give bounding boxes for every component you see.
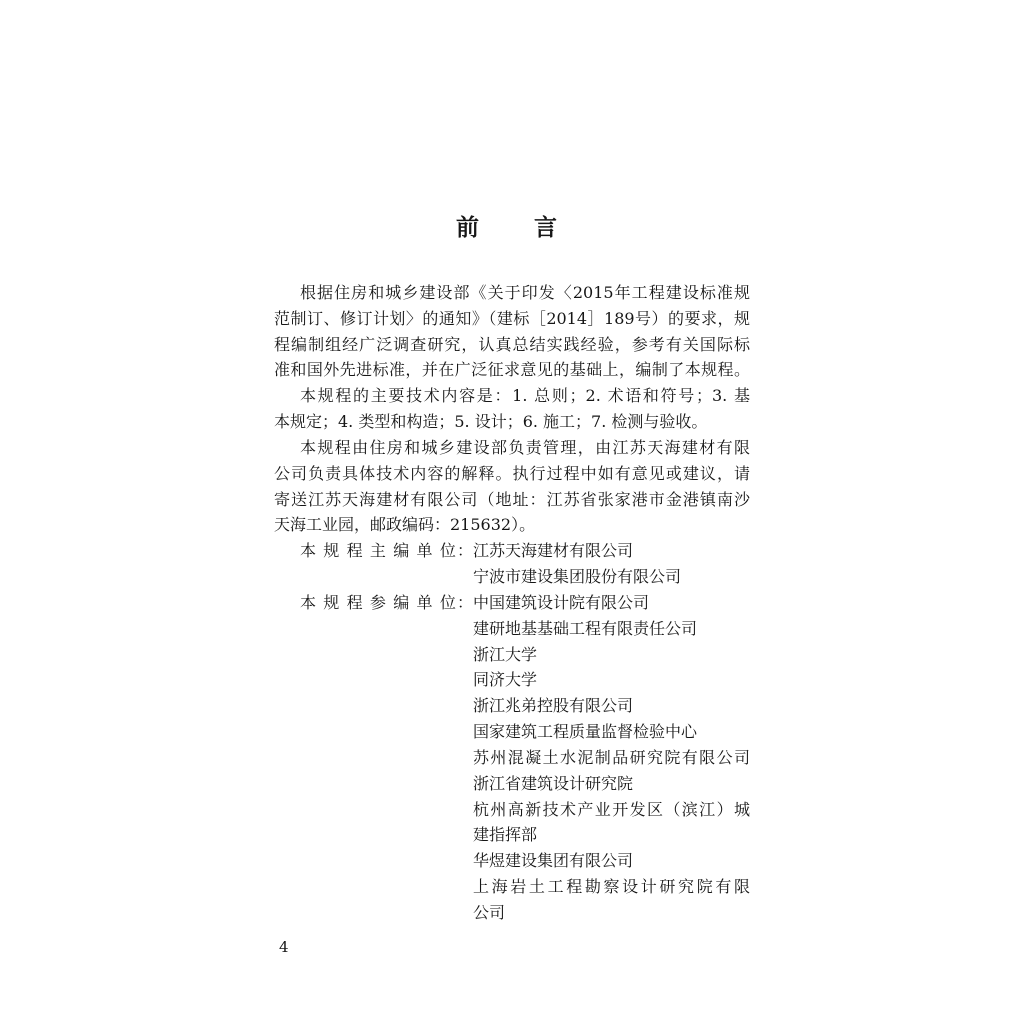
- paragraph-line: 本规程的主要技术内容是：1. 总则；2. 术语和符号；3. 基: [300, 386, 750, 406]
- paragraph-line: 准和国外先进标准，并在广泛征求意见的基础上，编制了本规程。: [274, 360, 750, 380]
- paragraph-line: 根据住房和城乡建设部《关于印发〈2015年工程建设标准规: [300, 283, 750, 302]
- paragraph-line: 寄送江苏天海建材有限公司（地址：江苏省张家港市金港镇南沙: [274, 489, 750, 509]
- chief-units-label: 本 规 程 主 编 单 位：: [300, 541, 473, 561]
- paragraph-contents: [274, 383, 750, 435]
- paragraph-line: 本规定；4. 类型和构造；5. 设计；6. 施工；7. 检测与验收。: [274, 412, 708, 432]
- title-char-2: 言: [534, 214, 557, 241]
- chief-units-section: [274, 538, 750, 590]
- unit-name: 浙江省建筑设计研究院: [473, 773, 634, 793]
- page-number: 4: [279, 938, 289, 956]
- page-title: [0, 213, 1024, 245]
- participating-units-section: [274, 590, 750, 926]
- unit-name: 建指挥部: [473, 825, 538, 845]
- unit-name: 公司: [473, 902, 506, 922]
- paragraph-basis: [274, 280, 750, 383]
- unit-name: 浙江大学: [473, 644, 538, 664]
- preface-body: [274, 280, 750, 926]
- paragraph-line: 本规程由住房和城乡建设部负责管理，由江苏天海建材有限: [300, 437, 750, 457]
- participating-units-label: 本 规 程 参 编 单 位：: [300, 592, 473, 612]
- unit-name: 华煜建设集团有限公司: [473, 851, 634, 871]
- paragraph-line: 天海工业园，邮政编码：215632）。: [274, 515, 536, 535]
- participating-units-row: [274, 590, 750, 616]
- unit-name: 中国建筑设计院有限公司: [473, 592, 650, 612]
- title-char-1: 前: [456, 214, 479, 241]
- unit-name: 同济大学: [473, 670, 538, 690]
- unit-name: 杭州高新技术产业开发区（滨江）城: [473, 799, 750, 819]
- unit-name: 宁波市建设集团股份有限公司: [473, 567, 682, 587]
- unit-name: 江苏天海建材有限公司: [473, 541, 634, 561]
- unit-name: 浙江兆弟控股有限公司: [473, 696, 634, 716]
- unit-name: 建研地基基础工程有限责任公司: [473, 618, 698, 638]
- paragraph-line: 程编制组经广泛调查研究，认真总结实践经验，参考有关国际标: [274, 334, 750, 354]
- unit-name: 国家建筑工程质量监督检验中心: [473, 722, 698, 742]
- paragraph-line: 范制订、修订计划〉的通知》（建标［2014］189号）的要求，规: [274, 308, 750, 328]
- paragraph-line: 公司负责具体技术内容的解释。执行过程中如有意见或建议，请: [274, 463, 750, 483]
- unit-name: 上海岩土工程勘察设计研究院有限: [473, 877, 750, 897]
- paragraph-management: [274, 435, 750, 538]
- chief-units-row: [274, 538, 750, 564]
- unit-name: 苏州混凝土水泥制品研究院有限公司: [473, 747, 750, 767]
